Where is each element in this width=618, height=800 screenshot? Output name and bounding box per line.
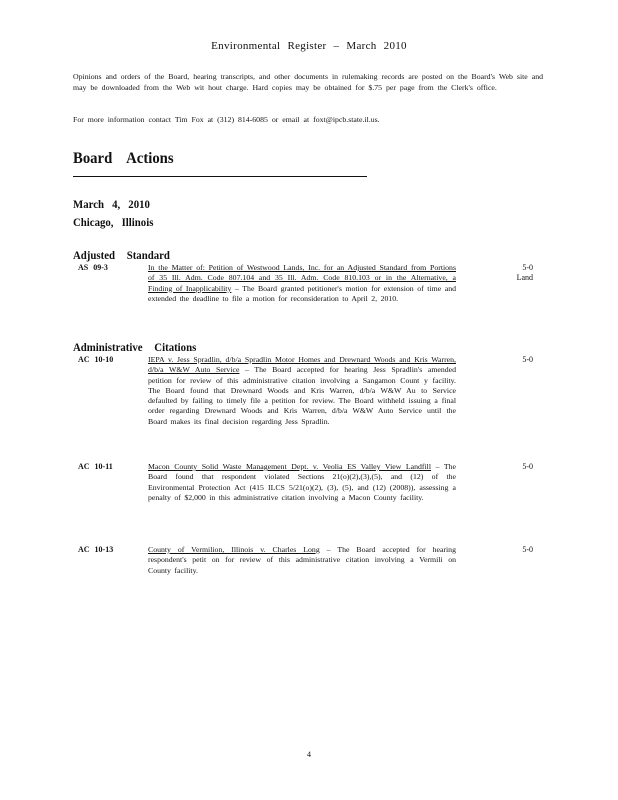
case-vote: 5-0	[522, 355, 533, 364]
section-heading-administrative-citations: Administrative Citations	[73, 340, 197, 354]
case-vote: 5-0	[522, 545, 533, 554]
case-vote: 5-0	[522, 263, 533, 272]
case-summary: – The Board granted petitioner's motion for extension of time and extended the deadline to file a motion for reconsideration to April 2, 2010.	[148, 283, 456, 303]
intro-paragraph: Opinions and orders of the Board, hearing transcripts, and other documents in rulemaking records are posted on the Board's Web site and may be downloaded from the Web wit hout charge. Hard copies may be obtained for $.75 per page from the Clerk's office.	[73, 72, 543, 92]
case-code: AS 09-3	[78, 263, 108, 272]
case-summary: – The Board accepted for hearing Jess Spradlin's amended petition for review of this administrative citation involving a Sangamon Count y facility. The Board found that Drewnard Woods and Kris Warren, d/b/a W&W Au to Service defaulted by failing to timely file a petition for review. The Board withheld issuing a final order regarding Drewnard Woods and Kris Warren, d/b/a W&W Auto Service until the Board makes its final decision regarding Jess Spradlin.	[148, 365, 457, 426]
case-code: AC 10-13	[78, 545, 114, 554]
case-caption: In the Matter of: Petition of Westwood Lands, Inc. for an Adjusted Standard from Portions of 35 Ill. Adm. Code 807.104 and 35 Ill. Adm. Code 810.103 or in the Alternative, a Finding of Inapplicability	[148, 263, 456, 293]
case-caption: Macon County Solid Waste Management Dept. v. Veolia ES Valley View Landfill	[148, 462, 432, 471]
case-vote-block	[517, 263, 533, 284]
contact-paragraph: For more information contact Tim Fox at (312) 814-6085 or email at foxt@ipcb.state.il.us.	[73, 115, 380, 124]
case-vote: 5-0	[522, 462, 533, 471]
case-description	[148, 355, 456, 427]
section-heading-adjusted-standard: Adjusted Standard	[73, 248, 170, 262]
meeting-location: Chicago, Illinois	[73, 215, 154, 229]
case-vote-note: Land	[516, 273, 533, 283]
heading-divider	[73, 176, 367, 177]
page-number: 4	[307, 750, 311, 759]
case-code: AC 10-10	[78, 355, 114, 364]
case-description	[148, 263, 456, 304]
case-caption: IEPA v. Jess Spradlin, d/b/a Spradlin Motor Homes and Drewnard Woods and Kris Warren, d/b/a W&W Auto Service	[148, 355, 456, 375]
case-summary: – The Board accepted for hearing respondent's petit on for review of this administrative citation involving a Vermili on County facility.	[148, 545, 456, 575]
page-header-title: Environmental Register – March 2010	[211, 40, 407, 52]
case-summary: – The Board found that respondent violated Sections 21(o)(2),(3),(5), and (12) of the Environmental Protection Act (415 ILCS 5/21(o)(2), (3), (5), and (12) (2008)), assessing a penalty of $2,000 in this administrative citation involving a Macon County facility.	[148, 462, 456, 502]
case-description	[148, 545, 456, 576]
board-actions-heading: Board Actions	[73, 150, 174, 167]
meeting-date-block	[73, 195, 153, 231]
case-description	[148, 462, 456, 503]
meeting-date: March 4, 2010	[73, 197, 150, 211]
case-code: AC 10-11	[78, 462, 113, 471]
case-caption: County of Vermilion, Illinois v. Charles Long	[148, 545, 320, 554]
